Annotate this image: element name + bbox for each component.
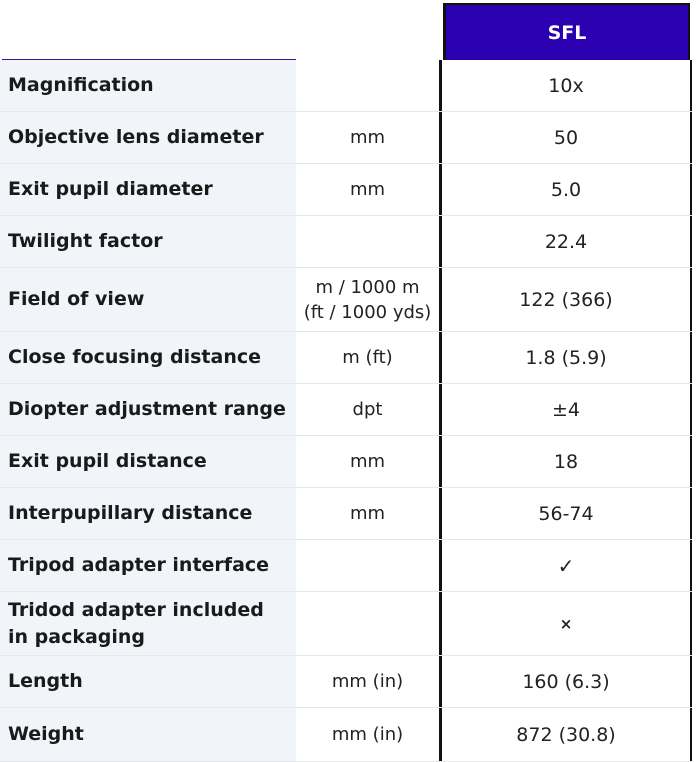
spec-unit: mm [296, 488, 442, 539]
spec-value: 1.8 (5.9) [442, 332, 692, 383]
spec-row-length [0, 656, 692, 708]
spec-row-exit-pupil-diameter [0, 164, 692, 216]
spec-unit: dpt [296, 384, 442, 435]
spec-value: 56-74 [442, 488, 692, 539]
spec-row-diopter-adjustment-range [0, 384, 692, 436]
spec-unit: mm [296, 436, 442, 487]
spec-row-close-focusing-distance [0, 332, 692, 384]
checkmark-icon: ✓ [557, 553, 575, 578]
spec-row-weight [0, 708, 692, 762]
spec-row-exit-pupil-distance [0, 436, 692, 488]
spec-label: Tripod adapter interface [0, 540, 296, 591]
spec-value: 160 (6.3) [442, 656, 692, 707]
spec-value [442, 540, 692, 591]
spec-value: ±4 [442, 384, 692, 435]
spec-label: Length [0, 656, 296, 707]
spec-value: 50 [442, 112, 692, 163]
spec-label: Close focusing distance [0, 332, 296, 383]
spec-row-interpupillary-distance [0, 488, 692, 540]
spec-label: Exit pupil diameter [0, 164, 296, 215]
spec-value: 122 (366) [442, 268, 692, 331]
spec-row-tripod-adapter-included [0, 592, 692, 656]
spec-unit: mm [296, 164, 442, 215]
spec-value: 5.0 [442, 164, 692, 215]
spec-unit [296, 60, 442, 111]
table-header-row [0, 0, 692, 60]
spec-label: Diopter adjustment range [0, 384, 296, 435]
spec-value: 18 [442, 436, 692, 487]
cross-icon: × [559, 614, 573, 633]
spec-unit: m (ft) [296, 332, 442, 383]
spec-label: Twilight factor [0, 216, 296, 267]
spec-label: Weight [0, 708, 296, 761]
spec-row-tripod-adapter-interface [0, 540, 692, 592]
spec-value: 22.4 [442, 216, 692, 267]
spec-row-field-of-view [0, 268, 692, 332]
spec-unit: mm (in) [296, 656, 442, 707]
spec-label: Exit pupil distance [0, 436, 296, 487]
spec-unit: m / 1000 m (ft / 1000 yds) [296, 268, 442, 331]
spec-value [442, 592, 692, 655]
spec-unit: mm [296, 112, 442, 163]
spec-label: Tridod adapter included in packaging [0, 592, 296, 655]
spec-row-magnification [0, 60, 692, 112]
model-column-header: SFL [443, 3, 690, 61]
spec-value: 10x [442, 60, 692, 111]
spec-value: 872 (30.8) [442, 708, 692, 761]
spec-unit: mm (in) [296, 708, 442, 761]
spec-unit [296, 592, 442, 655]
spec-label: Field of view [0, 268, 296, 331]
spec-unit [296, 540, 442, 591]
spec-row-objective-lens-diameter [0, 112, 692, 164]
spec-row-twilight-factor [0, 216, 692, 268]
spec-label: Magnification [0, 60, 296, 111]
spec-label: Interpupillary distance [0, 488, 296, 539]
spec-unit [296, 216, 442, 267]
spec-label: Objective lens diameter [0, 112, 296, 163]
